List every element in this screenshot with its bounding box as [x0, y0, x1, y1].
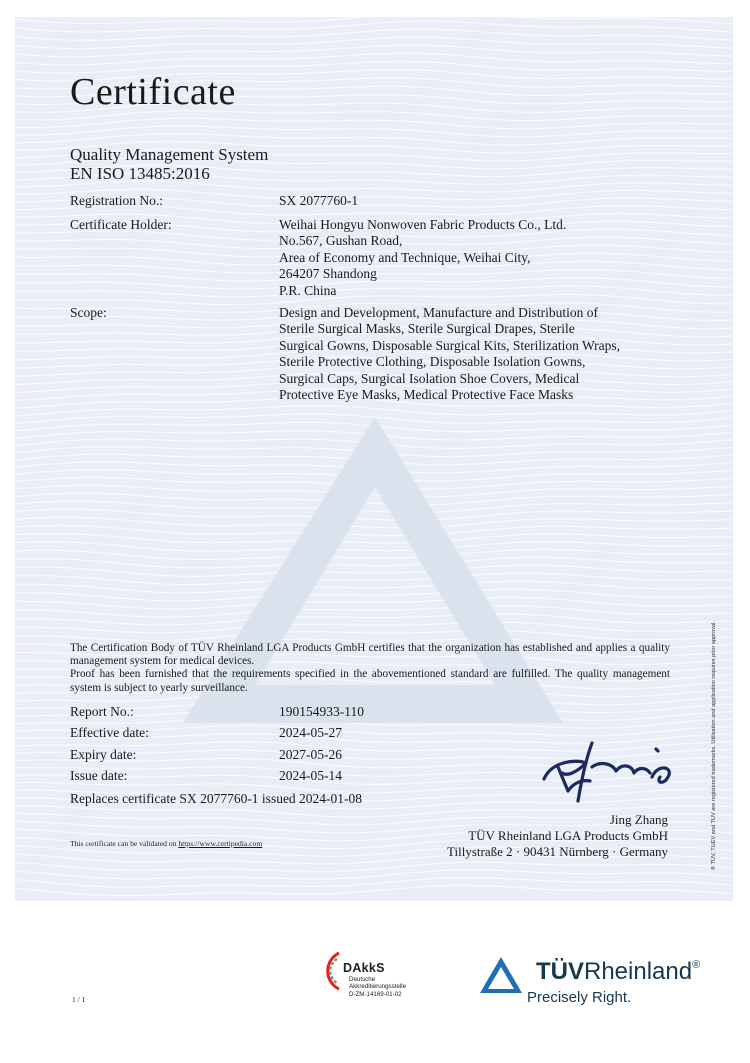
- signatory-company: TÜV Rheinland LGA Products GmbH: [468, 828, 668, 843]
- report-number: 190154933-110: [279, 704, 364, 719]
- registered-mark: ®: [692, 959, 701, 971]
- dakks-line: Akkreditierungsstelle: [349, 983, 407, 990]
- holder-line: P.R. China: [279, 282, 337, 298]
- holder-line: Area of Economy and Technique, Weihai City,: [279, 249, 531, 265]
- holder-line: 264207 Shandong: [279, 266, 377, 282]
- tuv-triangle-icon: [478, 955, 524, 995]
- expiry-date: 2027-05-26: [279, 747, 342, 762]
- scope-label: Scope:: [70, 305, 107, 320]
- issue-date: 2024-05-14: [279, 768, 342, 783]
- holder-label: Certificate Holder:: [70, 217, 172, 232]
- holder-address: [279, 217, 566, 299]
- holder-line: No.567, Gushan Road,: [279, 233, 403, 249]
- page-title: Certificate: [70, 71, 236, 113]
- statement-paragraph: Proof has been furnished that the requirements specified in the abovementioned standard are fulfilled. The quality management system is subject to yearly surveillance.: [70, 668, 670, 694]
- tuv-rheinland-logo: [478, 950, 708, 1010]
- signatory-address: Tillystraße 2 · 90431 Nürnberg · Germany: [447, 844, 668, 859]
- signature: [534, 737, 684, 812]
- holder-line: Weihai Hongyu Nonwoven Fabric Products Co., Ltd.: [279, 217, 567, 232]
- replaces-note: Replaces certificate SX 2077760-1 issued 2024-01-08: [70, 791, 363, 806]
- certipedia-link[interactable]: https://www.certipedia.com: [178, 839, 263, 848]
- validation-note: [70, 839, 262, 848]
- tuv-wordmark: [536, 958, 700, 986]
- scope-line: Sterile Surgical Masks, Sterile Surgical Drapes, Sterile: [279, 321, 575, 337]
- dakks-logo: [315, 945, 455, 1010]
- scope-line: Sterile Protective Clothing, Disposable Isolation Gowns,: [279, 354, 586, 370]
- tuv-wordmark-bold: TÜV: [536, 958, 584, 985]
- page-number: 1 / 1: [72, 995, 86, 1004]
- scope-line: Surgical Gowns, Disposable Surgical Kits, Sterilization Wraps,: [279, 337, 621, 353]
- dakks-id: D-ZM-14169-01-02: [349, 991, 402, 998]
- signatory-name: Jing Zhang: [609, 812, 668, 827]
- validation-text: This certificate can be validated on: [70, 839, 179, 848]
- dakks-arc-icon: [317, 949, 345, 993]
- expiry-date-label: Expiry date:: [70, 747, 137, 762]
- registration-number: SX 2077760-1: [279, 193, 359, 208]
- certification-statement: [70, 642, 670, 695]
- dakks-line: Deutsche: [349, 976, 376, 983]
- system-name: Quality Management System: [70, 145, 269, 164]
- scope-line: Protective Eye Masks, Medical Protective Face Masks: [279, 387, 574, 403]
- scope-text: [279, 305, 620, 403]
- effective-date-label: Effective date:: [70, 725, 149, 740]
- registration-label: Registration No.:: [70, 193, 163, 208]
- report-label: Report No.:: [70, 704, 134, 719]
- dakks-name: DAkkS: [343, 961, 385, 975]
- statement-paragraph: The Certification Body of TÜV Rheinland LGA Products GmbH certifies that the organization has established and applies a quality management system for medical devices.: [70, 642, 670, 668]
- tuv-wordmark-rest: Rheinland: [584, 958, 693, 985]
- issue-date-label: Issue date:: [70, 768, 128, 783]
- trademark-side-note: ® TÜV, TUEV and TUV are registered trademarks. Utilisation and application requires prior approval.: [711, 621, 717, 870]
- effective-date: 2024-05-27: [279, 725, 342, 740]
- standard-name: EN ISO 13485:2016: [70, 164, 210, 183]
- tuv-slogan: Precisely Right.: [527, 989, 632, 1006]
- scope-line: Surgical Caps, Surgical Isolation Shoe Covers, Medical: [279, 370, 580, 386]
- signatory-block: [380, 812, 668, 860]
- scope-line: Design and Development, Manufacture and Distribution of: [279, 305, 599, 320]
